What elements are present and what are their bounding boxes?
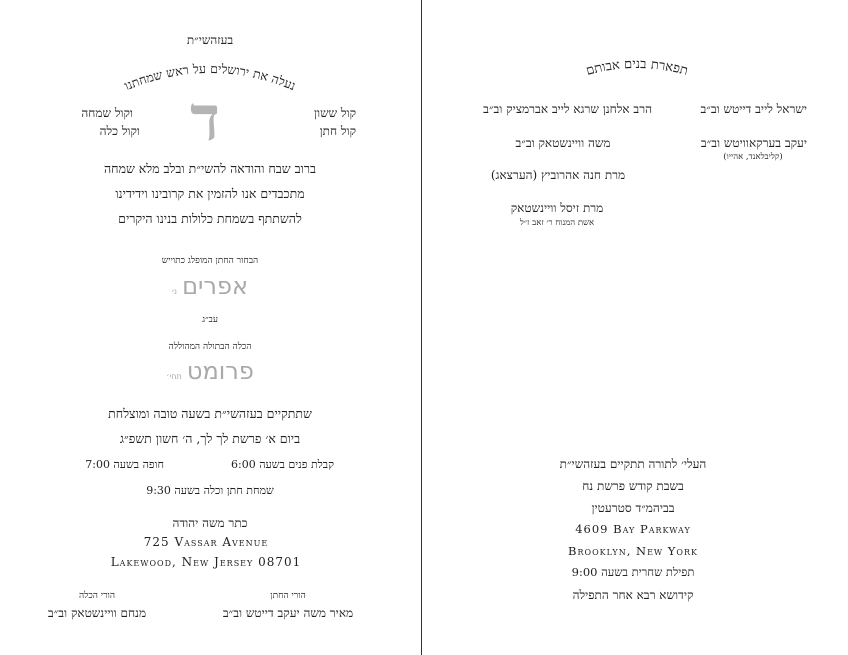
venue-name: כתר משה יהודה bbox=[172, 516, 248, 530]
chasan-title: הבחור החתן המופלג כתוייש bbox=[161, 256, 259, 266]
parents-chasan-label: הורי החתן bbox=[270, 591, 306, 601]
kabbalas-panim: קבלת פנים בשעה 6:00 bbox=[231, 458, 334, 471]
grandparent-3: יעקב בערקאוויטש וב״ב bbox=[700, 136, 807, 150]
grandparent-6: מרת זיסל וויינשטאק bbox=[510, 201, 604, 215]
chasan-name-line bbox=[172, 274, 248, 298]
svg-text:תפארת בנים אבותם bbox=[585, 57, 690, 79]
kol-sason: קול ששון bbox=[313, 106, 356, 120]
chasan-suffix: ני bbox=[172, 287, 178, 296]
grandparent-2: הרב אלחנן שרגא לייב אברמציק וב״ב bbox=[483, 102, 652, 116]
venue-address-1: 725 Vassar Avenue bbox=[143, 535, 269, 549]
kiddush-line: קידושא רבא אחר התפילה bbox=[572, 588, 694, 602]
grandparent-1: ישראל לייב דייטש וב״ב bbox=[700, 102, 807, 116]
invite-line-2: מתכבדים אנו להזמין את קרובינו וידידינו bbox=[115, 186, 305, 201]
aufruf-address-1: 4609 Bay Parkway bbox=[575, 522, 691, 536]
kallah-suffix: תחי׳ bbox=[166, 372, 182, 381]
bsd-text: בעזהשי״ת bbox=[186, 33, 234, 47]
right-arch-verse bbox=[552, 50, 722, 90]
kol-chasan: קול חתן bbox=[319, 124, 356, 138]
left-page bbox=[0, 0, 421, 655]
monogram-letter bbox=[182, 94, 228, 144]
vkol-simcha: וקול שמחה bbox=[81, 106, 133, 120]
chuppah-time: חופה בשעה 7:00 bbox=[85, 458, 164, 471]
invite-line-3: להשתתף בשמחת כלולות בנינו היקרים bbox=[118, 211, 302, 226]
chasan-name: אפרים bbox=[182, 272, 248, 300]
monogram-glyph: ד bbox=[190, 94, 220, 144]
vkol-kallah: וקול כלה bbox=[99, 124, 140, 138]
kallah-name-line bbox=[166, 359, 254, 383]
grandparent-5: מרת חנה אהרוביץ (הערצאג) bbox=[490, 168, 626, 182]
parents-kallah: מנחם וויינשטאק וב״ב bbox=[47, 606, 147, 620]
grandparent-4: משה וויינשטאק וב״ב bbox=[515, 136, 611, 150]
venue-address-2: Lakewood, New Jersey 08701 bbox=[110, 555, 302, 569]
im-bgi: עב״ג bbox=[202, 315, 218, 325]
kallah-name: פרומט bbox=[186, 357, 254, 385]
aufruf-line-1: העלי׳ לתורה תתקיים בעזהשי״ת bbox=[559, 457, 707, 471]
wedding-line-2: ביום א׳ פרשת לך לך, ה׳ חשון תשפ״ג bbox=[119, 431, 301, 446]
parents-chasan: מאיר משה יעקב דייטש וב״ב bbox=[222, 606, 354, 620]
simchas-time: שמחת חתן וכלה בשעה 9:30 bbox=[146, 484, 274, 497]
arch-verse-text: נעלה את ירושלים על ראש שמחתנו bbox=[122, 60, 298, 94]
parents-kallah-label: הורי הכלה bbox=[78, 591, 116, 601]
arch-verse bbox=[90, 40, 330, 100]
svg-text:נעלה את ירושלים על ראש שמחתנו bbox=[122, 61, 298, 93]
aufruf-address-2: Brooklyn, New York bbox=[568, 544, 698, 558]
wedding-line-1: שתתקיים בעזהשי״ת בשעה טובה ומוצלחת bbox=[108, 406, 312, 421]
right-arch-verse-text: תפארת בנים אבותם bbox=[584, 56, 690, 79]
invite-line-1: ברוב שבח והודאה להשי״ת ובלב מלא שמחה bbox=[103, 161, 317, 176]
kallah-title: הכלה הבתולה המהוללה bbox=[168, 342, 252, 352]
shacharis-time: תפילת שחרית בשעה 9:00 bbox=[571, 565, 695, 579]
aufruf-line-3: בביהמ״ד סטרעטין bbox=[591, 501, 675, 515]
grandparent-3-location: (קליבלאנד, אהייו) bbox=[723, 152, 783, 162]
right-page bbox=[422, 0, 848, 655]
aufruf-line-2: בשבת קודש פרשת נח bbox=[582, 479, 684, 493]
grandparent-6-note: אשת המנוח ר׳ זאב ז״ל bbox=[519, 218, 595, 228]
